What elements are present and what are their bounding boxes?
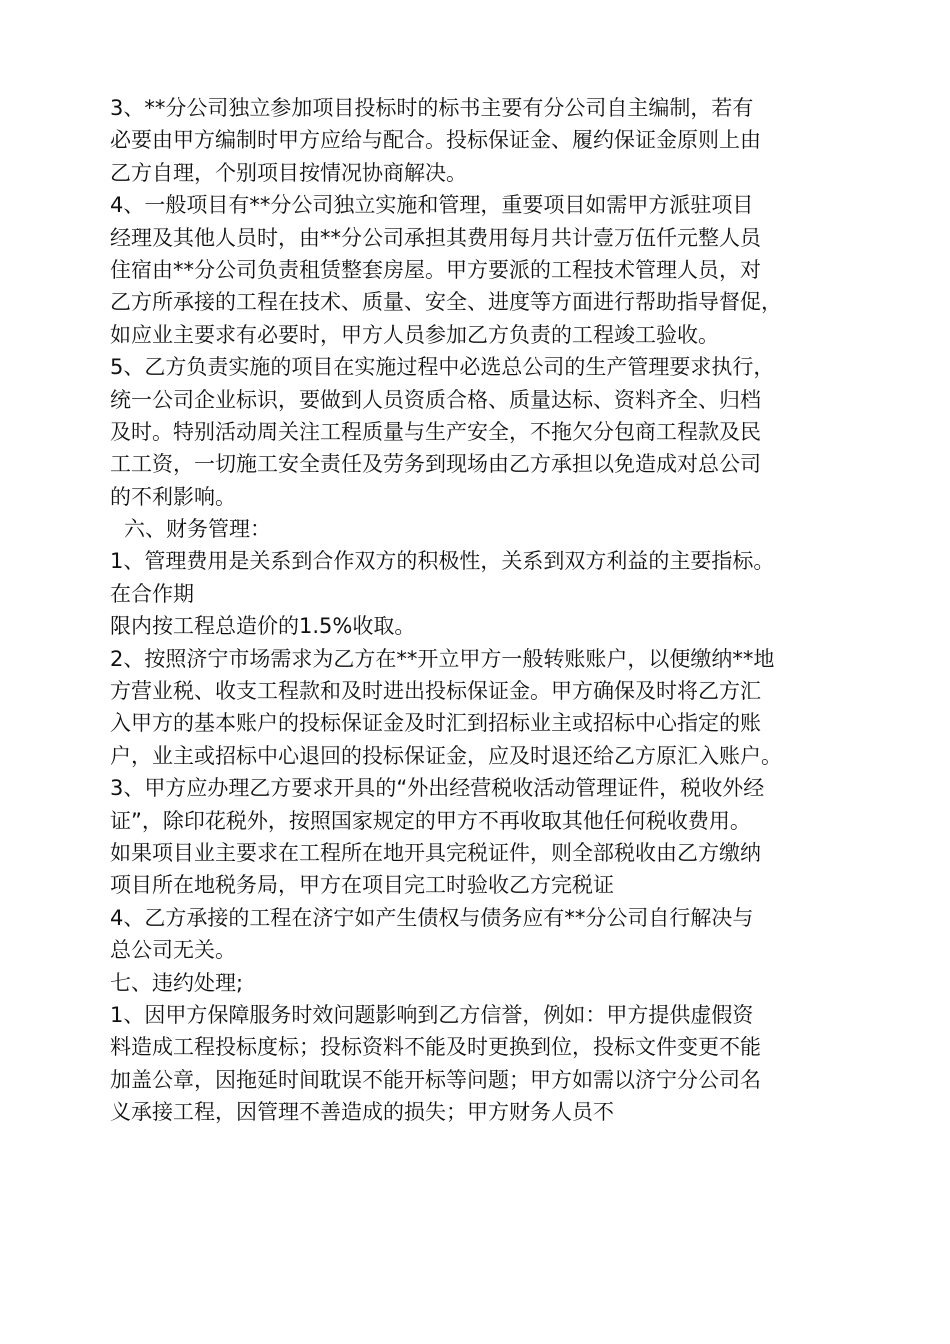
text-line: 统一公司企业标识，要做到人员资质合格、质量达标、资料齐全、归档 [110,387,761,412]
text-line: 如果项目业主要求在工程所在地开具完税证件，则全部税收由乙方缴纳 [110,840,761,865]
text-line: 及时。特别活动周关注工程质量与生产安全，不拖欠分包商工程款及民 [110,419,761,444]
section-heading: 六、财务管理： [124,517,271,542]
text-line: 入甲方的基本账户的投标保证金及时汇到招标业主或招标中心指定的账 [110,711,761,736]
text-line: 5、乙方负责实施的项目在实施过程中必选总公司的生产管理要求执行， [110,355,775,380]
text-line: 方营业税、收支工程款和及时进出投标保证金。甲方确保及时将乙方汇 [110,679,761,704]
text-line: 如应业主要求有必要时，甲方人员参加乙方负责的工程竣工验收。 [110,322,719,347]
text-line: 工工资，一切施工安全责任及劳务到现场由乙方承担以免造成对总公司 [110,452,761,477]
text-line: 3、**分公司独立参加项目投标时的标书主要有分公司自主编制，若有 [110,96,754,120]
text-line: 住宿由**分公司负责租赁整套房屋。甲方要派的工程技术管理人员，对 [110,257,761,282]
text-line: 1、管理费用是关系到合作双方的积极性，关系到双方利益的主要指标。 [110,549,775,574]
text-line: 2、按照济宁市场需求为乙方在**开立甲方一般转账账户，以便缴纳**地 [110,646,775,671]
text-line: 料造成工程投标度标；投标资料不能及时更换到位，投标文件变更不能 [110,1035,761,1060]
text-line: 4、一般项目有**分公司独立实施和管理，重要项目如需甲方派驻项目 [110,193,754,218]
text-line: 的不利影响。 [110,484,236,509]
text-line: 必要由甲方编制时甲方应给与配合。投标保证金、履约保证金原则上由 [110,128,761,153]
text-line: 乙方所承接的工程在技术、质量、安全、进度等方面进行帮助指导督促， [110,290,782,315]
section-heading: 七、违约处理; [110,970,244,995]
text-line: 在合作期 [110,581,194,606]
text-line: 证”，除印花税外，按照国家规定的甲方不再收取其他任何税收费用。 [110,808,751,833]
text-line: 1、因甲方保障服务时效问题影响到乙方信誉，例如：甲方提供虚假资 [110,1002,754,1027]
text-line: 限内按工程总造价的1.5%收取。 [110,614,416,639]
text-line: 义承接工程，因管理不善造成的损失；甲方财务人员不 [110,1100,614,1125]
text-line: 3、甲方应办理乙方要求开具的“外出经营税收活动管理证件，税收外经 [110,776,765,801]
text-line: 4、乙方承接的工程在济宁如产生债权与债务应有**分公司自行解决与 [110,905,754,930]
text-line: 加盖公章，因拖延时间耽误不能开标等问题；甲方如需以济宁分公司名 [110,1067,761,1092]
text-line: 经理及其他人员时，由**分公司承担其费用每月共计壹万伍仟元整人员 [110,225,761,250]
document-body [110,92,850,1129]
text-line: 乙方自理，个别项目按情况协商解决。 [110,160,467,185]
text-line: 总公司无关。 [110,938,236,963]
text-line: 项目所在地税务局，甲方在项目完工时验收乙方完税证 [110,873,614,898]
text-line: 户，业主或招标中心退回的投标保证金，应及时退还给乙方原汇入账户。 [110,743,782,768]
